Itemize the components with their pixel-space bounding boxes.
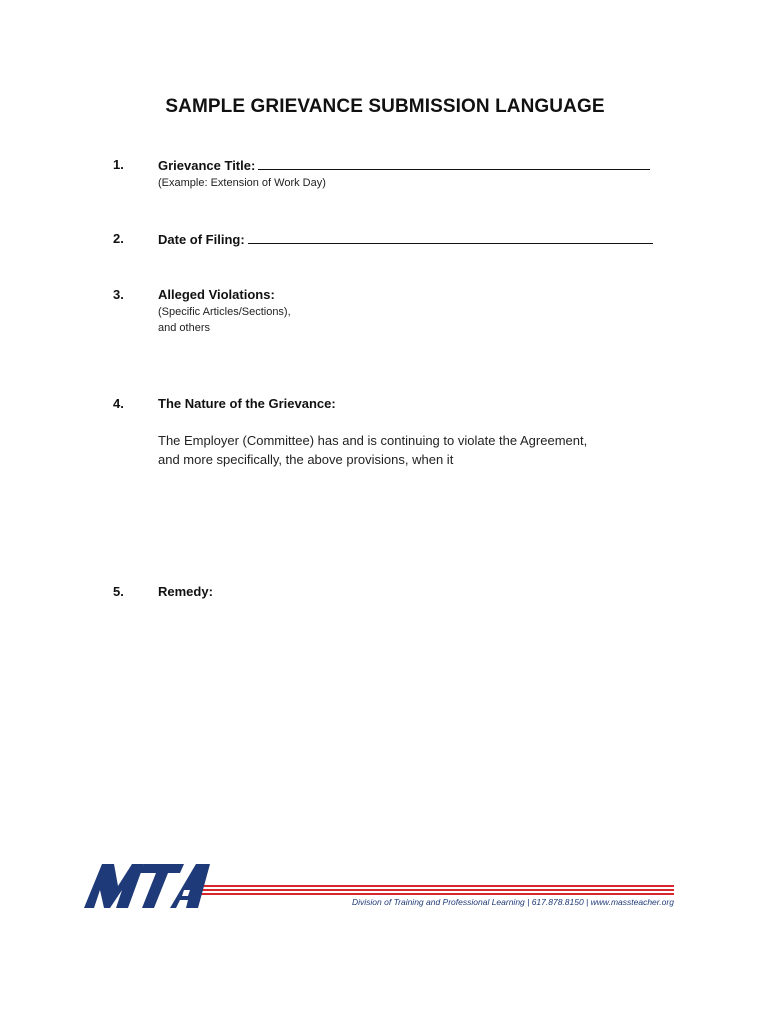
item-number-2: 2. xyxy=(113,231,124,246)
item-heading-nature-of-grievance: The Nature of the Grievance: xyxy=(158,396,336,411)
footer-stripes xyxy=(184,885,674,895)
item-number-1: 1. xyxy=(113,157,124,172)
item-number-5: 5. xyxy=(113,584,124,599)
alleged-violations-note-line-1: (Specific Articles/Sections), xyxy=(158,306,291,318)
grievance-title-blank-line[interactable] xyxy=(258,157,650,170)
item-number-4: 4. xyxy=(113,396,124,411)
alleged-violations-note-line-2: and others xyxy=(158,322,210,334)
date-of-filing-blank-line[interactable] xyxy=(248,231,653,244)
document-title: SAMPLE GRIEVANCE SUBMISSION LANGUAGE xyxy=(165,96,605,117)
grievance-title-label: Grievance Title: xyxy=(158,158,256,173)
item-heading-grievance-title xyxy=(158,157,650,173)
footer xyxy=(84,860,684,912)
item-heading-date-of-filing xyxy=(158,231,653,247)
mta-logo-letters xyxy=(84,864,210,908)
nature-body-line-2: and more specifically, the above provisions, when it xyxy=(158,452,454,467)
date-of-filing-label: Date of Filing: xyxy=(158,232,245,247)
item-heading-alleged-violations: Alleged Violations: xyxy=(158,287,275,302)
item-number-3: 3. xyxy=(113,287,124,302)
nature-body-line-1: The Employer (Committee) has and is continuing to violate the Agreement, xyxy=(158,433,588,448)
item-heading-remedy: Remedy: xyxy=(158,584,213,599)
footer-contact-text: Division of Training and Professional Learning | 617.878.8150 | www.massteacher.org xyxy=(352,897,674,907)
grievance-title-example: (Example: Extension of Work Day) xyxy=(158,177,326,189)
